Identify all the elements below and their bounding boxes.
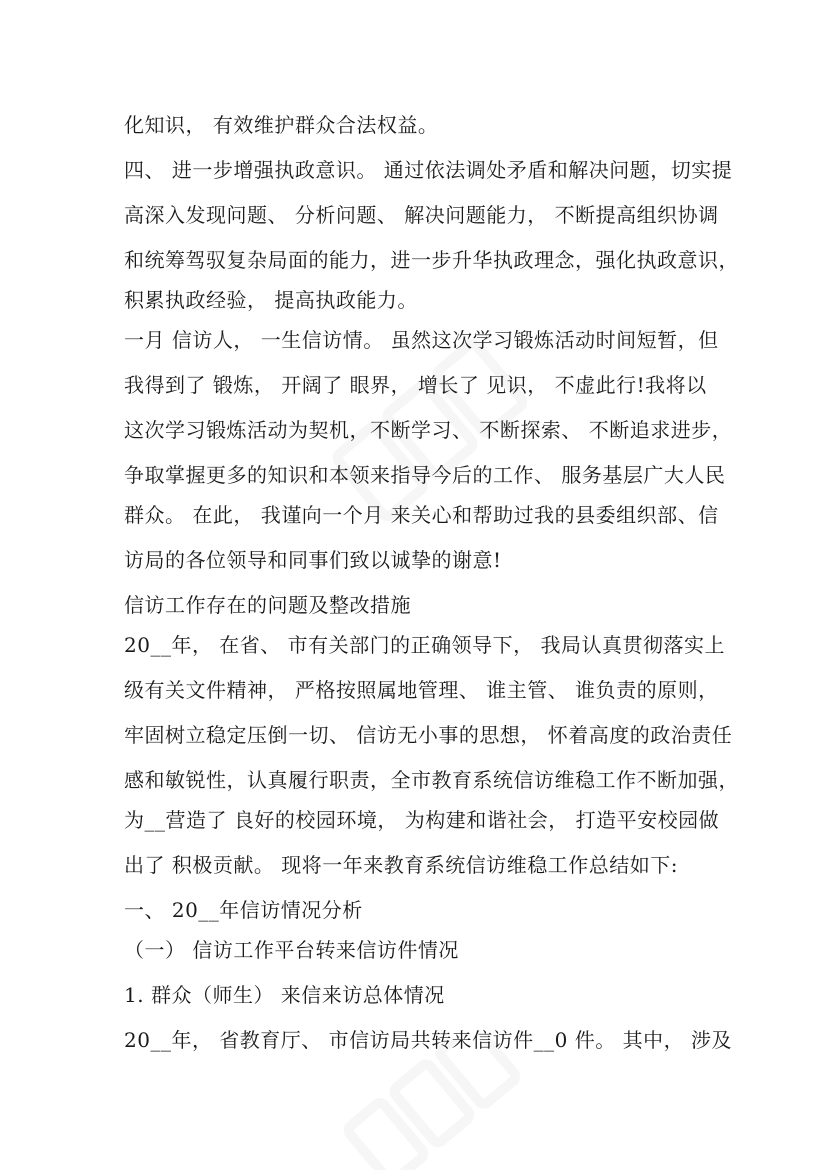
text-line: 这次学习锻炼活动为契机，不断学习、 不断探索、 不断追求进步，	[124, 418, 733, 442]
text-line: 级有关文件精神， 严格按照属地管理、 谁主管、 谁负责的原则，	[124, 678, 719, 702]
text-line: 20__年， 省教育厅、 市信访局共转来信访件__0 件。 其中， 涉及	[124, 1028, 732, 1052]
text-line: 牢固树立稳定压倒一切、 信访无小事的思想， 怀着高度的政治责任	[124, 723, 733, 747]
text-line: 争取掌握更多的知识和本领来指导今后的工作、 服务基层广大人民	[124, 463, 726, 487]
text-line: 高深入发现问题、 分析问题、 解决问题能力， 不断提高组织协调	[124, 203, 719, 227]
section-heading: 信访工作存在的问题及整改措施	[124, 593, 411, 617]
text-line: 出了 积极贡献。 现将一年来教育系统信访维稳工作总结如下:	[124, 853, 678, 877]
text-line: 20__年， 在省、 市有关部门的正确领导下， 我局认真贯彻落实上	[124, 633, 726, 657]
section-heading: 一、 20__年信访情况分析	[124, 898, 363, 922]
text-line: 和统筹驾驭复杂局面的能力，进一步升华执政理念，强化执政意识，	[124, 248, 739, 272]
text-line: 四、 进一步增强执政意识。 通过依法调处矛盾和解决问题，切实提	[124, 158, 733, 182]
text-line: 感和敏锐性，认真履行职责，全市教育系统信访维稳工作不断加强，	[124, 768, 739, 792]
subsection-heading: （一） 信访工作平台转来信访件情况	[124, 938, 459, 962]
text-line: 群众。 在此， 我谨向一个月 来关心和帮助过我的县委组织部、信	[124, 503, 719, 527]
text-line: 积累执政经验， 提高执政能力。	[124, 288, 418, 312]
watermark-stamp	[320, 1040, 540, 1170]
text-line: 一月 信访人， 一生信访情。 虽然这次学习锻炼活动时间短暂，但	[124, 328, 719, 352]
text-line: 我得到了 锻炼， 开阔了 眼界， 增长了 见识， 不虚此行!我将以	[124, 373, 707, 397]
text-line: 化知识， 有效维护群众合法权益。	[124, 113, 439, 137]
subsection-heading: 1. 群众（师生） 来信来访总体情况	[124, 983, 445, 1007]
text-line: 为__营造了 良好的校园环境， 为构建和谐社会， 打造平安校园做	[124, 808, 720, 832]
text-line: 访局的各位领导和同事们致以诚挚的谢意!	[124, 548, 502, 572]
